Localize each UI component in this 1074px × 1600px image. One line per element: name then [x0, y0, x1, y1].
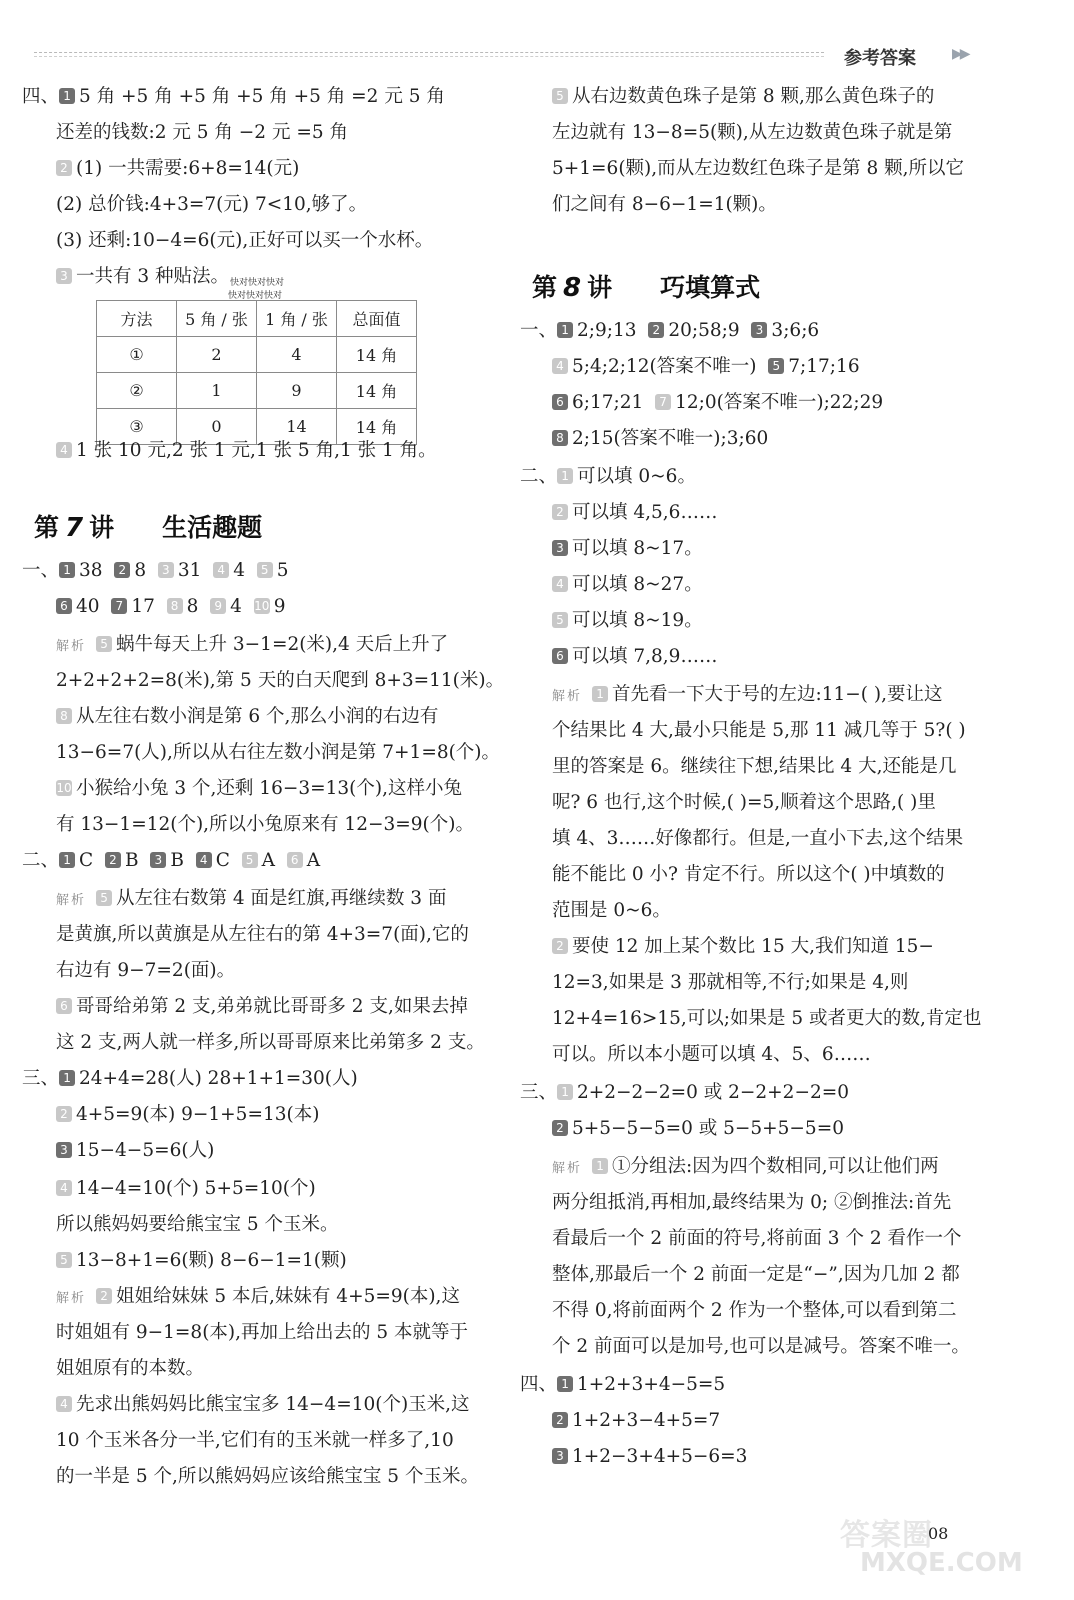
p3-q4-l2: 所以熊妈妈要给熊宝宝 5 个玉米。 — [56, 1214, 339, 1235]
table-cell: 1 — [177, 373, 257, 409]
s4-q1-line1: 四、 1 5 角 +5 角 +5 角 +5 角 +5 角 =2 元 5 角 — [22, 86, 445, 107]
watermark-logo: 答案圈 — [840, 1518, 933, 1553]
table-cell: ③ — [97, 409, 177, 445]
s4-q1-line2: 还差的钱数:2 元 5 角 −2 元 =5 角 — [56, 122, 348, 143]
stamp-text-1: 快对快对快对 — [230, 278, 285, 288]
p1-exp5-l2: 2+2+2+2=8(米),第 5 天的白天爬到 8+3=11(米)。 — [56, 670, 505, 691]
p3-exp4-l1: 4 先求出熊妈妈比熊宝宝多 14−4=10(个)玉米,这 — [56, 1392, 470, 1418]
p2-exp5-l3: 右边有 9−7=2(面)。 — [56, 960, 236, 981]
table-cell: 14 角 — [337, 373, 417, 409]
p1-row1: 一、 1 38 2 8 3 31 4 4 5 5 — [22, 560, 289, 581]
s4-q4-line: 4 1 张 10 元,2 张 1 元,1 张 5 角,1 张 1 角。 — [56, 438, 437, 464]
table-cell: 4 — [257, 337, 337, 373]
r-p1-line4: 8 2;15(答案不唯一);3;60 — [552, 426, 768, 452]
header-title: 参考答案 — [844, 48, 916, 69]
table-cell: 14 角 — [337, 337, 417, 373]
r-p2-a2: 2 可以填 4,5,6…… — [552, 500, 717, 526]
p1-exp5-l1: 解析 5 蜗牛每天上升 3−1=2(米),4 天后上升了 — [56, 634, 449, 655]
table-cell: 14 角 — [337, 409, 417, 445]
table-cell: 9 — [257, 373, 337, 409]
r-p2-exp1-l6: 能不能比 0 小? 肯定不行。所以这个( )中填数的 — [552, 864, 945, 885]
p1-exp8-l2: 13−6=7(人),所以从右往左数小润是第 7+1=8(个)。 — [56, 742, 501, 763]
p2-exp5-l2: 是黄旗,所以黄旗是从左往右的第 4+3=7(面),它的 — [56, 924, 469, 945]
p3-q4-l1: 4 14−4=10(个) 5+5=10(个) — [56, 1176, 316, 1202]
table-header-cell: 5 角 / 张 — [177, 301, 257, 337]
r-p2-exp2-l4: 可以。所以本小题可以填 4、5、6…… — [552, 1044, 871, 1065]
header-arrows-icon: ▶▶ — [952, 46, 968, 62]
r5-l4: 们之间有 8−6−1=1(颗)。 — [552, 194, 777, 215]
r5-l3: 5+1=6(颗),而从左边数红色珠子是第 8 颗,所以它 — [552, 158, 965, 179]
r-p2-a6: 6 可以填 7,8,9…… — [552, 644, 717, 670]
p3-exp4-l2: 10 个玉米各分一半,它们有的玉米就一样多了,10 — [56, 1430, 454, 1451]
r-p2-exp1-l3: 里的答案是 6。继续往下想,结果比 4 大,还能是几 — [552, 756, 957, 777]
r-p2-exp1-l1: 解析 1 首先看一下大于号的左边:11−( ),要让这 — [552, 684, 943, 705]
p3-q5: 5 13−8+1=6(颗) 8−6−1=1(颗) — [56, 1248, 347, 1274]
r-p1-line2: 4 5;4;2;12(答案不唯一) 5 7;17;16 — [552, 354, 860, 380]
table-cell: ② — [97, 373, 177, 409]
r-p3-exp-l2: 两分组抵消,再相加,最终结果为 0; ②倒推法:首先 — [552, 1192, 952, 1213]
r5-l1: 5 从右边数黄色珠子是第 8 颗,那么黄色珠子的 — [552, 84, 934, 110]
p1-exp10-l2: 有 13−1=12(个),所以小兔原来有 12−3=9(个)。 — [56, 814, 474, 835]
p2-exp6-l1: 6 哥哥给弟第 2 支,弟弟就比哥哥多 2 支,如果去掉 — [56, 994, 468, 1020]
table-header-cell: 1 角 / 张 — [257, 301, 337, 337]
r-p1-line1: 一、 1 2;9;13 2 20;58;9 3 3;6;6 — [520, 320, 820, 341]
r-p3-a2: 2 5+5−5−5=0 或 5−5+5−5=0 — [552, 1116, 844, 1142]
r-p2-exp1-l2: 个结果比 4 大,最小只能是 5,那 11 减几等于 5?( ) — [552, 720, 966, 741]
r-p2-a5: 5 可以填 8~19。 — [552, 608, 703, 634]
r-p4-a2: 2 1+2+3−4+5=7 — [552, 1408, 720, 1434]
r-p2-exp1-l5: 填 4、3……好像都行。但是,一直小下去,这个结果 — [552, 828, 964, 849]
p1-exp8-l1: 8 从左往右数小润是第 6 个,那么小润的右边有 — [56, 704, 438, 730]
p3-q2: 2 4+5=9(本) 9−1+5=13(本) — [56, 1102, 319, 1128]
section-label: 四、 — [22, 86, 60, 107]
p2-exp6-l2: 这 2 支,两人就一样多,所以哥哥原来比弟第多 2 支。 — [56, 1032, 485, 1053]
lecture7-heading: 第 7 讲 生活趣题 — [34, 513, 263, 543]
p1-row2: 6 40 7 17 8 8 9 4 10 9 — [56, 594, 286, 620]
s4-q3-line: 3 一共有 3 种贴法。 — [56, 264, 229, 290]
header-divider-2 — [34, 56, 824, 57]
s4-q2-line3: (3) 还剩:10−4=6(元),正好可以买一个水杯。 — [56, 230, 434, 251]
r-p3-exp-l5: 不得 0,将前面两个 2 作为一个整体,可以看到第二 — [552, 1300, 957, 1321]
table-row — [97, 337, 417, 373]
page-header — [34, 44, 1034, 78]
stamp-methods-table — [96, 300, 417, 445]
r-p4-a3: 3 1+2−3+4+5−6=3 — [552, 1444, 747, 1470]
table-header-row — [97, 301, 417, 337]
r-p2-exp2-l1: 2 要使 12 加上某个数比 15 大,我们知道 15− — [552, 934, 934, 960]
r-p3-a1: 三、 1 2+2−2−2=0 或 2−2+2−2=0 — [520, 1082, 849, 1103]
stamp-text-2: 快对快对快对 — [228, 291, 283, 301]
table-cell: 2 — [177, 337, 257, 373]
table-header-cell: 方法 — [97, 301, 177, 337]
r-p2-exp2-l2: 12=3,如果是 3 那就相等,不行;如果是 4,则 — [552, 972, 909, 993]
page-number: 08 — [928, 1524, 949, 1543]
p3-exp4-l3: 的一半是 5 个,所以熊妈妈应该给熊宝宝 5 个玉米。 — [56, 1466, 479, 1487]
r-p2-exp2-l3: 12+4=16>15,可以;如果是 5 或者更大的数,肯定也 — [552, 1008, 982, 1029]
p2-exp5-l1: 解析 5 从左往右数第 4 面是红旗,再继续数 3 面 — [56, 888, 447, 909]
badge-3: 3 — [56, 268, 72, 284]
r-p2-a1: 二、 1 可以填 0~6。 — [520, 466, 696, 487]
p1-exp10-l1: 10 小猴给小兔 3 个,还剩 16−3=13(个),这样小兔 — [56, 778, 462, 799]
badge-1: 1 — [59, 88, 75, 104]
p3-exp2-l2: 时姐姐有 9−1=8(本),再加上给出去的 5 本就等于 — [56, 1322, 469, 1343]
r-p1-line3: 6 6;17;21 7 12;0(答案不唯一);22;29 — [552, 390, 883, 416]
watermark-url: MXQE.COM — [860, 1548, 1023, 1578]
table-cell: 0 — [177, 409, 257, 445]
p3-q1: 三、 1 24+4=28(人) 28+1+1=30(人) — [22, 1068, 358, 1089]
p3-exp2-l1: 解析 2 姐姐给妹妹 5 本后,妹妹有 4+5=9(本),这 — [56, 1286, 460, 1307]
table-cell: ① — [97, 337, 177, 373]
table-cell: 14 — [257, 409, 337, 445]
r-p3-exp-l6: 个 2 前面可以是加号,也可以是减号。答案不唯一。 — [552, 1336, 970, 1357]
p3-exp2-l3: 姐姐原有的本数。 — [56, 1358, 205, 1379]
r-p2-exp1-l7: 范围是 0~6。 — [552, 900, 671, 921]
r5-l2: 左边就有 13−8=5(颗),从左边数黄色珠子就是第 — [552, 122, 953, 143]
p3-q3: 3 15−4−5=6(人) — [56, 1138, 214, 1164]
r-p2-a3: 3 可以填 8~17。 — [552, 536, 703, 562]
header-divider — [34, 52, 824, 53]
r-p2-exp1-l4: 呢? 6 也行,这个时候,( )=5,顺着这个思路,( )里 — [552, 792, 936, 813]
table-row — [97, 373, 417, 409]
s4-q2-line1: 2 (1) 一共需要:6+8=14(元) — [56, 156, 299, 182]
badge-2: 2 — [56, 160, 72, 176]
r-p4-a1: 四、 1 1+2+3+4−5=5 — [520, 1374, 726, 1395]
p2-answers: 二、 1 C 2 B 3 B 4 C 5 A 6 A — [22, 850, 321, 871]
badge-4: 4 — [56, 442, 72, 458]
r-p3-exp-l3: 看最后一个 2 前面的符号,将前面 3 个 2 看作一个 — [552, 1228, 962, 1249]
r-p3-exp-l1: 解析 1 ①分组法:因为四个数相同,可以让他们两 — [552, 1156, 939, 1177]
lecture8-heading: 第 8 讲 巧填算式 — [532, 273, 761, 303]
s4-q2-line2: (2) 总价钱:4+3=7(元) 7<10,够了。 — [56, 194, 368, 215]
r-p2-a4: 4 可以填 8~27。 — [552, 572, 703, 598]
table-header-cell: 总面值 — [337, 301, 417, 337]
r-p3-exp-l4: 整体,那最后一个 2 前面一定是“−”,因为几加 2 都 — [552, 1264, 960, 1285]
